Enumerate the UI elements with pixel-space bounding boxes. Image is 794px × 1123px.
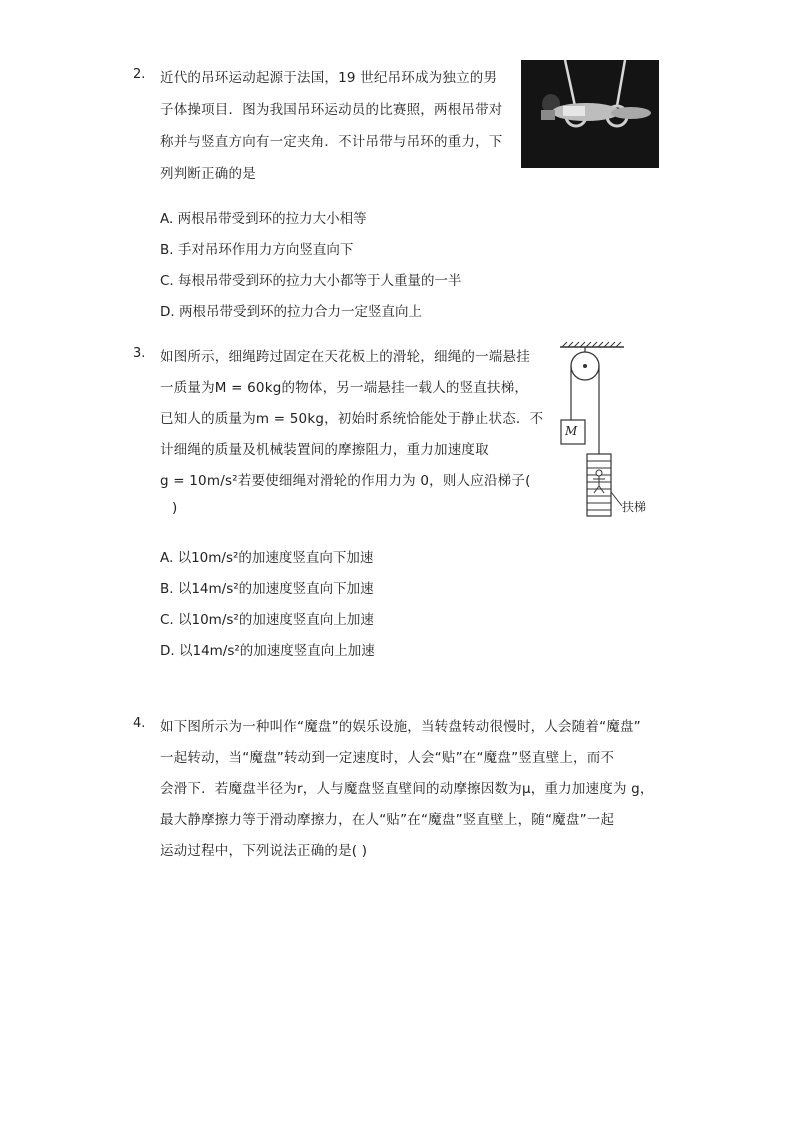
question-text-line: 一起转动，当“魔盘”转动到一定速度时，人会“贴”在“魔盘”竖直壁上，而不 (160, 750, 615, 766)
option-a: A. 两根吊带受到环的拉力大小相等 (160, 211, 367, 227)
ladder-label: 扶梯 (622, 500, 647, 514)
option-d: D. 两根吊带受到环的拉力合力一定竖直向上 (160, 304, 422, 320)
option-c: C. 每根吊带受到环的拉力大小都等于人重量的一半 (160, 273, 462, 289)
question-text-line: 计细绳的质量及机械装置间的摩擦阻力，重力加速度取 (160, 442, 489, 458)
question-text-line: 如下图所示为一种叫作“魔盘”的娱乐设施，当转盘转动很慢时，人会随着“魔盘” (160, 719, 641, 735)
option-b: B. 手对吊环作用力方向竖直向下 (160, 242, 354, 258)
option-a: A. 以10m/s²的加速度竖直向下加速 (160, 550, 374, 566)
question-text-line: 称并与竖直方向有一定夹角．不计吊带与吊环的重力，下 (160, 134, 503, 150)
question-text-line: 列判断正确的是 (160, 166, 256, 182)
question-number: 3. (133, 346, 146, 361)
option-d: D. 以14m/s²的加速度竖直向上加速 (160, 643, 375, 659)
question-number: 4. (133, 716, 146, 731)
rings-gymnast-photo (521, 60, 659, 168)
question-number: 2. (133, 67, 146, 82)
option-b: B. 以14m/s²的加速度竖直向下加速 (160, 581, 374, 597)
question-text-line: 会滑下．若魔盘半径为r，人与魔盘竖直壁间的动摩擦因数为μ，重力加速度为 g， (160, 781, 654, 797)
question-text-line: ) (172, 500, 178, 516)
option-c: C. 以10m/s²的加速度竖直向上加速 (160, 612, 374, 628)
mass-label: M (565, 424, 578, 438)
question-text-line: 近代的吊环运动起源于法国，19 世纪吊环成为独立的男 (160, 70, 498, 86)
question-text-line: 如图所示，细绳跨过固定在天花板上的滑轮，细绳的一端悬挂 (160, 349, 530, 365)
question-text-line: 一质量为M = 60kg的物体，另一端悬挂一载人的竖直扶梯， (160, 380, 529, 396)
pulley-ladder-figure (552, 340, 662, 520)
question-text-line: 运动过程中，下列说法正确的是( ) (160, 843, 368, 859)
question-text-line: g = 10m/s²若要使细绳对滑轮的作用力为 0，则人应沿梯子( (160, 473, 531, 489)
question-text-line: 最大静摩擦力等于滑动摩擦力，在人“贴”在“魔盘”竖直壁上，随“魔盘”一起 (160, 812, 615, 828)
question-text-line: 子体操项目．图为我国吊环运动员的比赛照，两根吊带对 (160, 102, 503, 118)
question-text-line: 已知人的质量为m = 50kg，初始时系统恰能处于静止状态．不 (160, 411, 544, 427)
